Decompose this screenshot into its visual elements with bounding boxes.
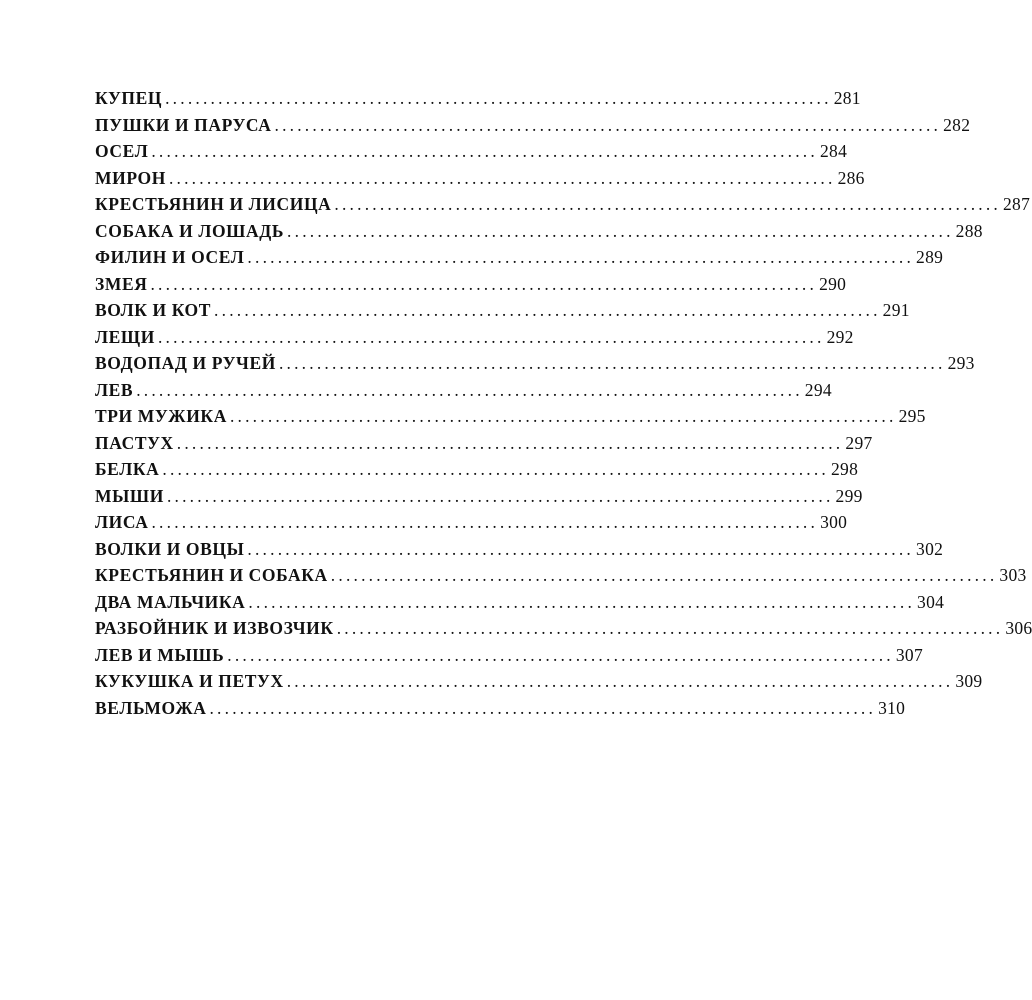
- toc-dot-leader: ........................................................................................: [330, 565, 998, 585]
- toc-entry-title: ЛИСА: [95, 512, 149, 532]
- toc-dot-leader: ........................................................................................: [166, 485, 834, 506]
- toc-entry-title: ДВА МАЛЬЧИКА: [95, 591, 246, 612]
- toc-dot-leader: ........................................................................................: [278, 353, 946, 373]
- toc-entry: [95, 141, 848, 168]
- toc-entry-page: 287: [1003, 194, 1031, 214]
- toc-entry: [95, 644, 924, 672]
- toc-dot-leader: ........................................................................................: [247, 247, 915, 267]
- toc-entry-page: 293: [947, 353, 975, 373]
- toc-dot-leader: ........................................................................................: [136, 379, 803, 400]
- toc-dot-leader: ........................................................................................: [229, 406, 897, 426]
- toc-entry: [95, 432, 873, 460]
- toc-entry-page: 295: [898, 406, 926, 426]
- toc-entry-page: 304: [917, 591, 945, 612]
- toc-entry-title: ВОЛКИ И ОВЦЫ: [95, 538, 245, 559]
- toc-entry: [95, 220, 983, 248]
- toc-dot-leader: ........................................................................................: [214, 300, 881, 320]
- toc-entry: [95, 406, 926, 433]
- toc-entry-page: 291: [882, 300, 910, 320]
- toc-entry-title: ТРИ МУЖИКА: [95, 406, 227, 426]
- toc-entry-page: 300: [820, 512, 848, 532]
- toc-entry: [95, 353, 975, 380]
- toc-entry-title: МИРОН: [95, 167, 166, 188]
- toc-entry-page: 306: [1005, 618, 1032, 638]
- toc-entry-title: СОБАКА И ЛОШАДЬ: [95, 220, 285, 241]
- toc-entry: [95, 671, 983, 698]
- toc-entry: [95, 459, 859, 486]
- toc-entry-page: 309: [955, 671, 983, 691]
- toc-entry-page: 292: [826, 326, 854, 347]
- toc-entry-title: ЛЕЩИ: [95, 326, 155, 347]
- toc-entry-title: ЛЕВ: [95, 379, 134, 400]
- toc-entry: [95, 326, 854, 354]
- toc-entry-title: ОСЕЛ: [95, 141, 149, 161]
- toc-dot-leader: ........................................................................................: [162, 459, 829, 479]
- toc-entry-page: 310: [878, 697, 906, 718]
- toc-dot-leader: ........................................................................................: [157, 326, 825, 347]
- toc-entry: [95, 300, 910, 327]
- toc-entry: [95, 114, 971, 142]
- toc-entry: [95, 538, 944, 566]
- toc-entry: [95, 591, 945, 619]
- toc-entry-title: МЫШИ: [95, 485, 164, 506]
- toc-entry-page: 294: [804, 379, 832, 400]
- toc-entry-page: 299: [835, 485, 863, 506]
- toc-entry-page: 298: [831, 459, 859, 479]
- toc-dot-leader: ........................................................................................: [151, 512, 819, 532]
- toc-dot-leader: ........................................................................................: [209, 697, 877, 718]
- table-of-contents: [95, 88, 1032, 724]
- toc-entry-page: 307: [895, 644, 924, 665]
- toc-dot-leader: ........................................................................................: [168, 167, 836, 188]
- toc-entry-title: КРЕСТЬЯНИН И СОБАКА: [95, 565, 328, 585]
- toc-dot-leader: ........................................................................................: [227, 644, 894, 665]
- toc-entry: [95, 273, 847, 301]
- toc-entry-title: ФИЛИН И ОСЕЛ: [95, 247, 245, 267]
- toc-entry-title: ЛЕВ И МЫШЬ: [95, 644, 225, 665]
- toc-entry: [95, 485, 863, 513]
- toc-entry-page: 282: [943, 114, 971, 135]
- toc-dot-leader: ........................................................................................: [334, 194, 1001, 214]
- toc-dot-leader: ........................................................................................: [151, 141, 818, 161]
- toc-entry: [95, 379, 832, 407]
- toc-entry-title: РАЗБОЙНИК И ИЗВОЗЧИК: [95, 618, 334, 638]
- toc-entry: [95, 194, 1031, 221]
- toc-dot-leader: ........................................................................................: [286, 671, 954, 691]
- toc-entry-title: ЗМЕЯ: [95, 273, 148, 294]
- toc-dot-leader: ........................................................................................: [274, 114, 942, 135]
- toc-entry: [95, 512, 848, 539]
- toc-entry-title: БЕЛКА: [95, 459, 160, 479]
- toc-dot-leader: ........................................................................................: [165, 88, 832, 108]
- toc-entry-page: 290: [819, 273, 847, 294]
- toc-dot-leader: ........................................................................................: [336, 618, 1004, 638]
- toc-dot-leader: ........................................................................................: [176, 432, 844, 453]
- toc-dot-leader: ........................................................................................: [248, 591, 916, 612]
- toc-entry-title: ВОДОПАД И РУЧЕЙ: [95, 353, 276, 373]
- toc-entry: [95, 565, 1027, 592]
- toc-entry-title: ПАСТУХ: [95, 432, 174, 453]
- toc-entry: [95, 167, 865, 195]
- toc-dot-leader: ........................................................................................: [150, 273, 818, 294]
- toc-entry-title: ВЕЛЬМОЖА: [95, 697, 207, 718]
- toc-entry-title: ВОЛК И КОТ: [95, 300, 212, 320]
- toc-entry-page: 297: [845, 432, 873, 453]
- toc-entry-page: 281: [833, 88, 861, 108]
- toc-entry-page: 286: [837, 167, 865, 188]
- toc-entry-page: 288: [955, 220, 983, 241]
- toc-entry: [95, 88, 861, 115]
- toc-entry-title: ПУШКИ И ПАРУСА: [95, 114, 272, 135]
- toc-entry-title: КУКУШКА И ПЕТУХ: [95, 671, 284, 691]
- toc-entry-title: КУПЕЦ: [95, 88, 163, 108]
- toc-entry-page: 284: [819, 141, 848, 161]
- toc-entry-page: 302: [916, 538, 944, 559]
- toc-entry: [95, 247, 944, 274]
- toc-entry-page: 289: [916, 247, 944, 267]
- toc-entry: [95, 697, 906, 725]
- toc-entry-page: 303: [999, 565, 1027, 585]
- toc-dot-leader: ........................................................................................: [287, 220, 954, 241]
- toc-dot-leader: ........................................................................................: [247, 538, 915, 559]
- toc-entry-title: КРЕСТЬЯНИН И ЛИСИЦА: [95, 194, 332, 214]
- toc-entry: [95, 618, 1032, 645]
